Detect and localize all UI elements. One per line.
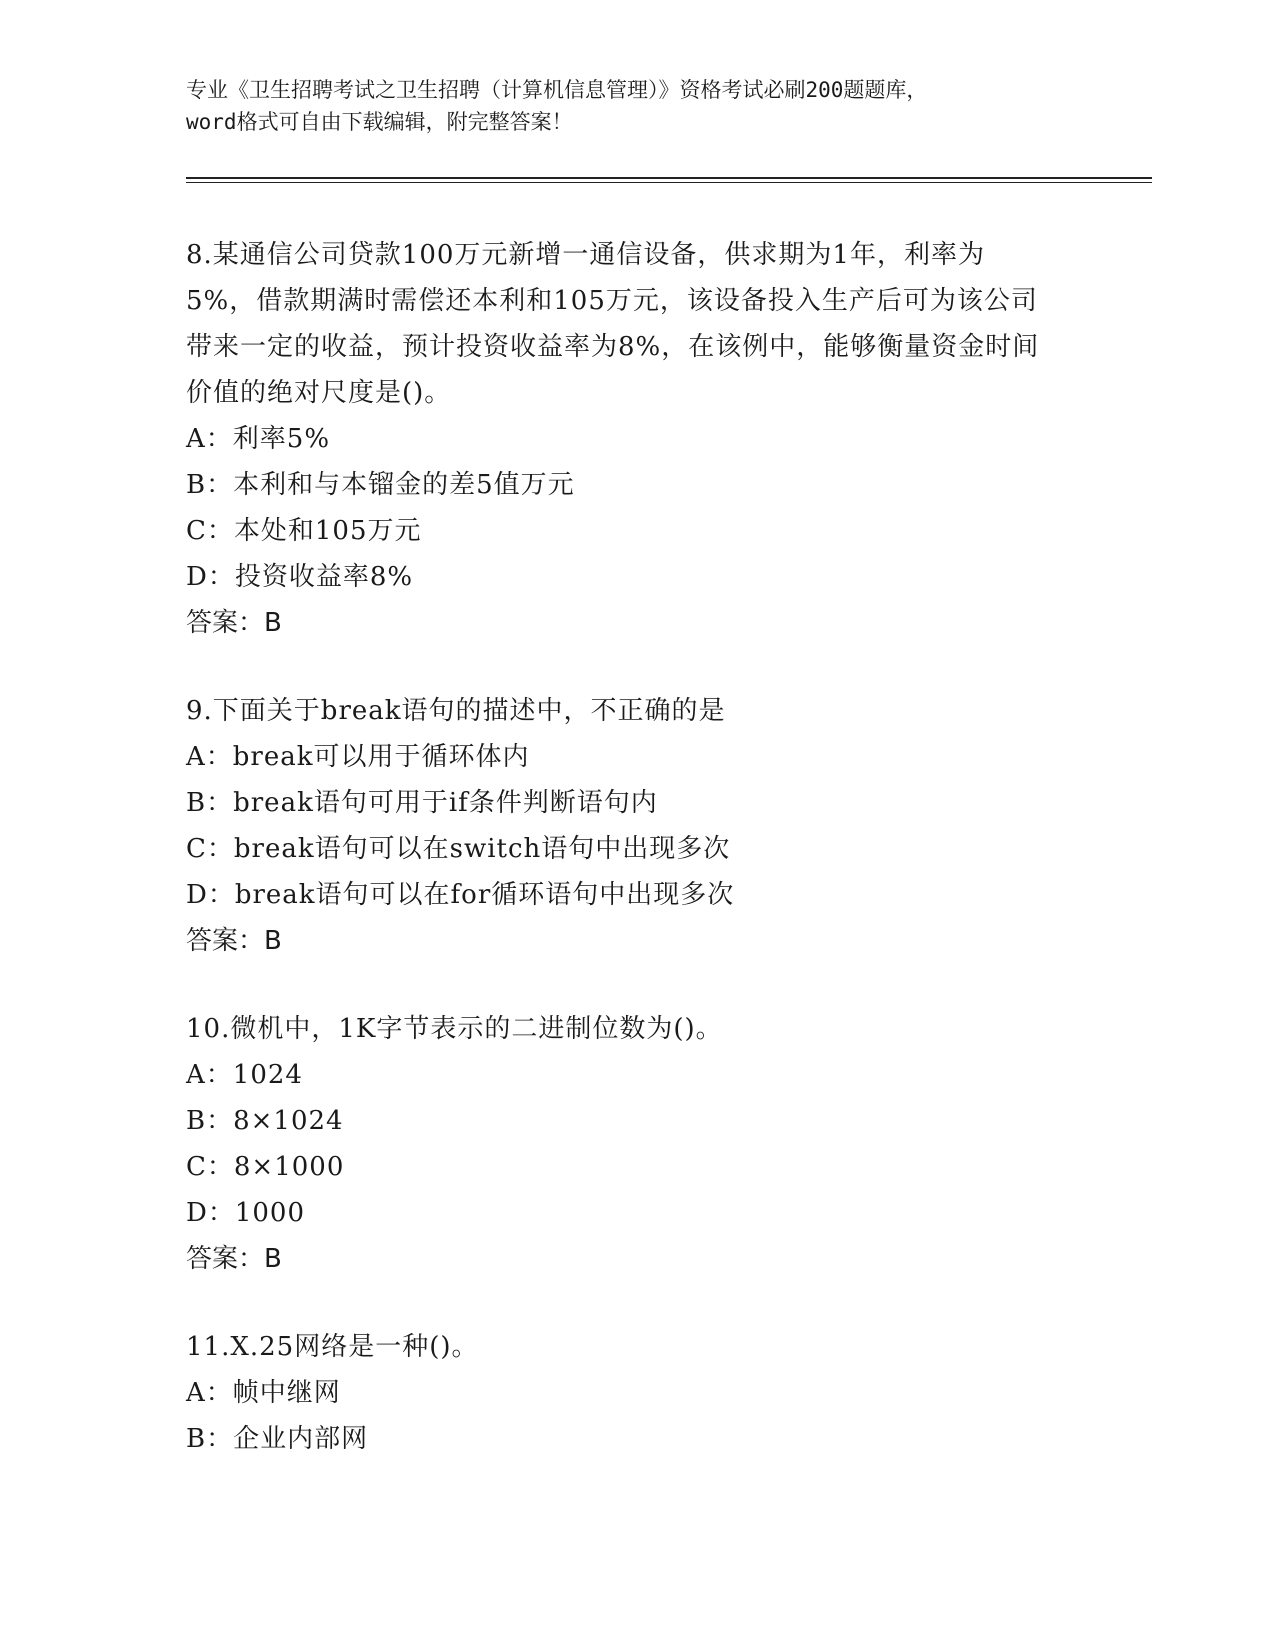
question-stem: 10.微机中，1K字节表示的二进制位数为()。 [186,1014,723,1044]
question-stem: 11.X.25网络是一种()。 [186,1332,479,1362]
question-stem: 9.下面关于break语句的描述中，不正确的是 [186,696,726,726]
option-b: B：本利和与本镏金的差5值万元 [186,470,575,500]
option-c: C：break语句可以在switch语句中出现多次 [186,834,731,864]
option-a: A：break可以用于循环体内 [186,742,530,772]
answer-line: 答案：B [186,608,282,638]
answer-line: 答案：B [186,926,282,956]
option-b: B：8×1024 [186,1106,344,1136]
question-8 [186,232,1086,646]
option-a: A：利率5% [186,424,331,454]
option-b: B：break语句可用于if条件判断语句内 [186,788,658,818]
option-c: C：本处和105万元 [186,516,422,546]
option-d: D：break语句可以在for循环语句中出现多次 [186,880,735,910]
question-9 [186,688,1086,964]
question-10 [186,1006,1086,1282]
answer-line: 答案：B [186,1244,282,1274]
option-c: C：8×1000 [186,1152,345,1182]
question-11 [186,1324,1086,1462]
document-header [186,74,1146,138]
header-divider [186,177,1152,183]
header-title-line1: 专业《卫生招聘考试之卫生招聘（计算机信息管理）》资格考试必刷200题题库， [186,78,928,102]
question-stem: 8.某通信公司贷款100万元新增一通信设备，供求期为1年，利率为5%，借款期满时需偿还本利和105万元，该设备投入生产后可为该公司带来一定的收益，预计投资收益率为8%，在该例中，能够衡量资金时间价值的绝对尺度是()。 [186,240,1040,408]
option-d: D：1000 [186,1198,306,1228]
option-a: A：1024 [186,1060,303,1090]
header-title-line2: word格式可自由下载编辑，附完整答案！ [186,110,573,134]
question-list [186,232,1086,1504]
option-b: B：企业内部网 [186,1424,369,1454]
option-a: A：帧中继网 [186,1378,341,1408]
option-d: D：投资收益率8% [186,562,414,592]
